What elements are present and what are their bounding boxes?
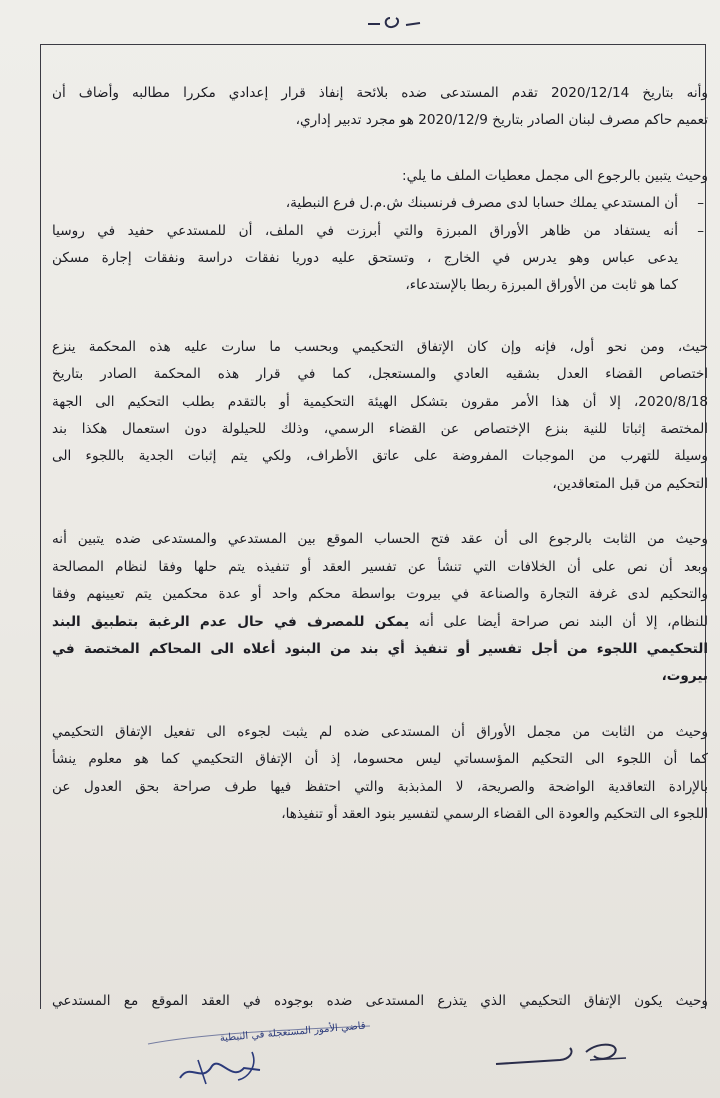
text-line: التحكيم من قبل المتعاقدين، [552, 475, 708, 492]
text-line: وحيث يتبين بالرجوع الى مجمل معطيات الملف ما يلي: [402, 167, 708, 184]
text-line: وبعد أن نص على أن الخلافات التي تنشأ عن تفسير العقد أو تنفيذه يتم حلها وفقا لنظام المصالحة [52, 558, 708, 575]
text-line: 2020/8/18، إلا أن هذا الأمر مقرون بتشكل الهيئة التحكيمية أو بالتقدم بطلب التحكيم الى الجهة [52, 393, 708, 410]
cut-off-text-line: وحيث يكون الإتفاق التحكيمي الذي يتذرع المستدعى ضده بوجوده في العقد الموقع مع المستدعي [52, 993, 708, 1009]
emphasized-text-line: التحكيمي اللجوء من أجل تفسير أو تنفيذ أي بند من البنود أعلاه الى المحاكم المختصة في [52, 640, 708, 657]
text-line: وحيث من الثابت من مجمل الأوراق أن المستدعى ضده لم يثبت لجوءه الى تفعيل الإتفاق التحكيمي [52, 723, 708, 740]
text-line: كما أن اللجوء الى التحكيم المؤسساتي ليس محسوما، إذ أن الإتفاق التحكيمي كما هو معلوم ينشأ [52, 751, 708, 768]
dash-bullet-icon: – [697, 195, 704, 212]
text-line: اللجوء الى التحكيم والعودة الى القضاء الرسمي لتفسير بنود العقد أو تنفيذها، [281, 805, 708, 822]
text-line: تعميم حاكم مصرف لبنان الصادر بتاريخ 2020/12/9 هو مجرد تدبير إداري، [295, 112, 708, 129]
text-line: اختصاص القضاء العدل بشقيه العادي والمستعجل، كما في قرار هذه المحكمة الصادر بتاريخ [52, 366, 708, 383]
text-line: والتحكيم لدى غرفة التجارة والصناعة في بيروت بواسطة محكم واحد أو عدة محكمين يتم تعيينهم وفقا [52, 586, 708, 603]
list-item [52, 190, 708, 217]
list-item [52, 218, 708, 300]
text-segment: للنظام، إلا أن البند نص صراحة أيضا على أنه [409, 613, 708, 630]
text-line: المختصة إثباتا للنية بنزع الإختصاص عن القضاء الرسمي، وذلك للحيلولة دون استعمال هكذا بند [52, 421, 708, 438]
text-line: وسيلة للتهرب من الموجبات المفروضة على عاتق الأطراف، ولكي يتم إثبات الجدية باللجوء الى [52, 448, 708, 465]
text-line: أن المستدعي يملك حسابا لدى مصرف فرنسبنك ش.م.ل فرع النبطية، [285, 195, 678, 212]
emphasized-text: يمكن للمصرف في حال عدم الرغبة بتطبيق البند [52, 613, 410, 630]
paragraph-3 [52, 334, 708, 498]
stamp-label: قاضي الأمور المستعجلة في النبطية [219, 1020, 367, 1045]
document-body [52, 80, 708, 856]
text-line: يدعى عباس وهو يدرس في الخارج ، وتستحق عليه دوريا نفقات دراسة ونفقات إجارة مسكن [52, 250, 678, 267]
dash-bullet-icon: – [697, 222, 704, 239]
page-number-mark [362, 8, 432, 34]
text-line: كما هو ثابت من الأوراق المبرزة ربطا بالإستدعاء، [405, 277, 678, 294]
text-line: بالإرادة التعاقدية الواضحة والصريحة، لا المذبذبة والتي احتفظ فيها طرف صراحة بحق العدول عن [52, 778, 708, 795]
paragraph-1 [52, 80, 708, 135]
paragraph-4 [52, 526, 708, 690]
paragraph-5 [52, 719, 708, 829]
text-line: حيث، ومن نحو أول، فإنه وإن كان الإتفاق التحكيمي وبحسب ما سارت عليه هذه المحكمة ينزع [52, 338, 708, 355]
text-line: وأنه بتاريخ 2020/12/14 تقدم المستدعى ضده بلائحة إنفاذ قرار إعدادي مكررا مطالبه وأضاف أن [52, 85, 708, 101]
text-line-mixed [52, 609, 708, 636]
text-line: أنه يستفاد من ظاهر الأوراق المبرزة والتي أبرزت في الملف، أن للمستدعي حفيد في روسيا [52, 222, 678, 239]
text-line: وحيث من الثابت بالرجوع الى أن عقد فتح الحساب الموقع بين المستدعي والمستدعى ضده يتبين أنه [52, 531, 708, 548]
clerk-signature [490, 1030, 630, 1078]
paragraph-2 [52, 163, 708, 300]
emphasized-text-line: بيروت، [661, 668, 708, 685]
